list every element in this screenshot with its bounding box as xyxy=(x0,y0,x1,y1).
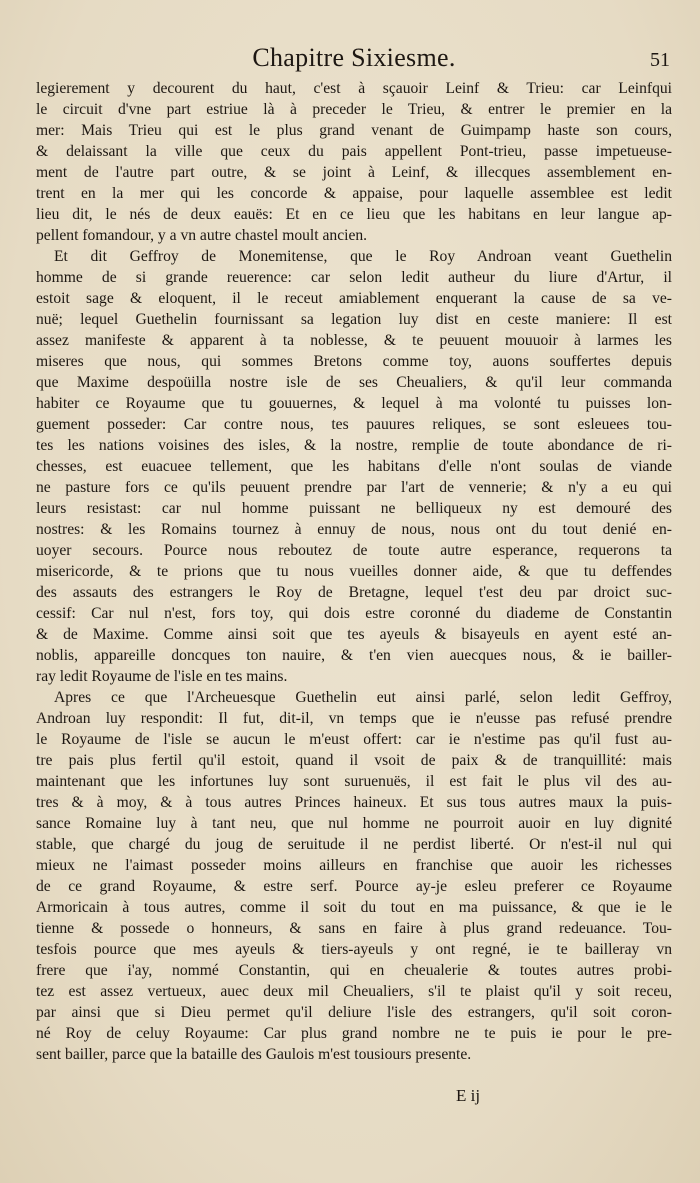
text-line: frere que i'ay, nommé Constantin, qui en cheualerie & toutes autres probi- xyxy=(36,962,672,979)
text-line: de ce grand Royaume, & estre serf. Pource ay-je esleu preferer ce Royaume xyxy=(36,878,672,895)
text-line: sent bailler, parce que la bataille des Gaulois m'est tousiours presente. xyxy=(36,1046,472,1063)
text-line: des assauts des estrangers le Roy de Bretagne, lequel t'est deu par droict suc- xyxy=(36,584,672,601)
text-line: ray ledit Royaume de l'isle en tes mains. xyxy=(36,668,288,685)
text-line: misericorde, & te prions que tu nous vueilles donner aide, & que tu deffendes xyxy=(36,563,672,580)
text-line: tes les nations voisines des isles, & la nostre, remplie de toute abondance de ri- xyxy=(36,437,672,454)
body-text xyxy=(36,78,672,1065)
text-line: leurs resistast: car nul homme puissant ne belliqueux ny est demouré des xyxy=(36,500,672,517)
page-header xyxy=(36,42,672,76)
text-line: Armoricain à tous autres, comme il soit du tout en ma puissance, & que ie le xyxy=(36,899,672,916)
text-line: miseres que nous, qui sommes Bretons comme toy, auons souffertes depuis xyxy=(36,353,672,370)
text-line: Apres ce que l'Archeuesque Guethelin eut ainsi parlé, selon ledit Geffroy, xyxy=(54,689,672,706)
text-line: lieu dit, le nés de deux eauës: Et en ce lieu que les habitans en leur langue ap- xyxy=(36,206,672,223)
text-line: né Roy de celuy Royaume: Car plus grand nombre ne te puis ie pour le pre- xyxy=(36,1025,672,1042)
text-line: le Royaume de l'isle se aucun le m'eust offert: car ie n'estime pas qu'il fust au- xyxy=(36,731,672,748)
page-number: 51 xyxy=(650,49,670,71)
text-line: habiter ce Royaume que tu gouuernes, & lequel à ma volonté tu puisses lon- xyxy=(36,395,672,412)
text-line: nuë; lequel Guethelin fournissant sa legation luy dist en ceste maniere: Il est xyxy=(36,311,672,328)
text-line: & delaissant la ville que ceux du pais appellent Pont-trieu, passe impetueuse- xyxy=(36,143,672,160)
text-line: legierement y decourent du haut, c'est à sçauoir Leinf & Trieu: car Leinfqui xyxy=(36,80,672,97)
text-line: sance Romaine luy à tant neu, que nul homme ne pourroit auoir en luy dignité xyxy=(36,815,672,832)
text-line: assez manifeste & apparent à ta noblesse, & te peuuent mouuoir à larmes les xyxy=(36,332,672,349)
text-line: tre pais plus fertil qu'il estoit, quand il vsoit de paix & de tranquillité: mais xyxy=(36,752,672,769)
text-line: tienne & possede o honneurs, & sans en faire à plus grand redeuance. Tou- xyxy=(36,920,672,937)
text-line: stable, que chargé du joug de seruitude il ne perdist liberté. Or n'est-il nul qui xyxy=(36,836,672,853)
text-line: mer: Mais Trieu qui est le plus grand venant de Guimpamp haste son cours, xyxy=(36,122,672,139)
text-line: estoit sage & eloquent, il le receut amiablement enquerant la cause de sa ve- xyxy=(36,290,672,307)
signature-mark: E ij xyxy=(456,1086,481,1105)
text-line: maintenant que les infortunes luy sont suruenuës, il est fait le plus vil des au- xyxy=(36,773,672,790)
text-line: homme de si grande reuerence: car selon ledit autheur du liure d'Artur, il xyxy=(36,269,672,286)
text-line: nostres: & les Romains tournez à ennuy de nous, nous ont du tout denié en- xyxy=(36,521,672,538)
text-line: tres & à moy, & à tous autres Princes haineux. Et sus tous autres maux la puis- xyxy=(36,794,672,811)
text-line: uoyer secours. Pource nous reboutez de toute autre esperance, requerons ta xyxy=(36,542,672,559)
text-line: guement posseder: Car contre nous, tes pauures reliques, se sont esleuees tou- xyxy=(36,416,672,433)
text-line: le circuit d'vne part estriue là à preceder le Trieu, & entrer le premier en la xyxy=(36,101,672,118)
text-line: Et dit Geffroy de Monemitense, que le Roy Androan veant Guethelin xyxy=(54,248,672,265)
text-line: Androan luy respondit: Il fut, dit-il, vn temps que ie n'eusse pas refusé prendre xyxy=(36,710,672,727)
text-line: chesses, est euacuee tellement, que les habitans d'elle n'ont soulas de viande xyxy=(36,458,672,475)
text-line: tesfois pource que mes ayeuls & tiers-ayeuls y ont regné, ie te bailleray vn xyxy=(36,941,672,958)
text-line: par ainsi que si Dieu permet qu'il deliure l'isle des estrangers, qu'il soit coron- xyxy=(36,1004,672,1021)
running-title: Chapitre Sixiesme. xyxy=(252,43,456,72)
text-line: mieux ne l'aimast posseder moins ailleurs en franchise que auoir les richesses xyxy=(36,857,672,874)
text-line: & de Maxime. Comme ainsi soit que tes ayeuls & bisayeuls en ayent esté an- xyxy=(36,626,672,643)
text-line: ne pasture fors ce qu'ils peuuent prendre par l'art de vennerie; & n'y a eu qui xyxy=(36,479,672,496)
text-line: ment de l'autre part outre, & se joint à Leinf, & illecques assemblement en- xyxy=(36,164,672,181)
text-line: tez est assez vertueux, auec deux mil Cheualiers, s'il te plaist qu'il y soit receu, xyxy=(36,983,672,1000)
text-line: cessif: Car nul n'est, fors toy, qui dois estre coronné du diademe de Constantin xyxy=(36,605,672,622)
text-line: pellent fomandour, y a vn autre chastel moult ancien. xyxy=(36,227,368,244)
text-line: que Maxime despoüilla nostre isle de ses Cheualiers, & qu'il leur commanda xyxy=(36,374,672,391)
text-line: trent en la mer qui les concorde & appaise, pour laquelle assemblee est ledit xyxy=(36,185,672,202)
text-line: noblis, appareille doncques ton nauire, & t'en vien auecques nous, & ie bailler- xyxy=(36,647,672,664)
